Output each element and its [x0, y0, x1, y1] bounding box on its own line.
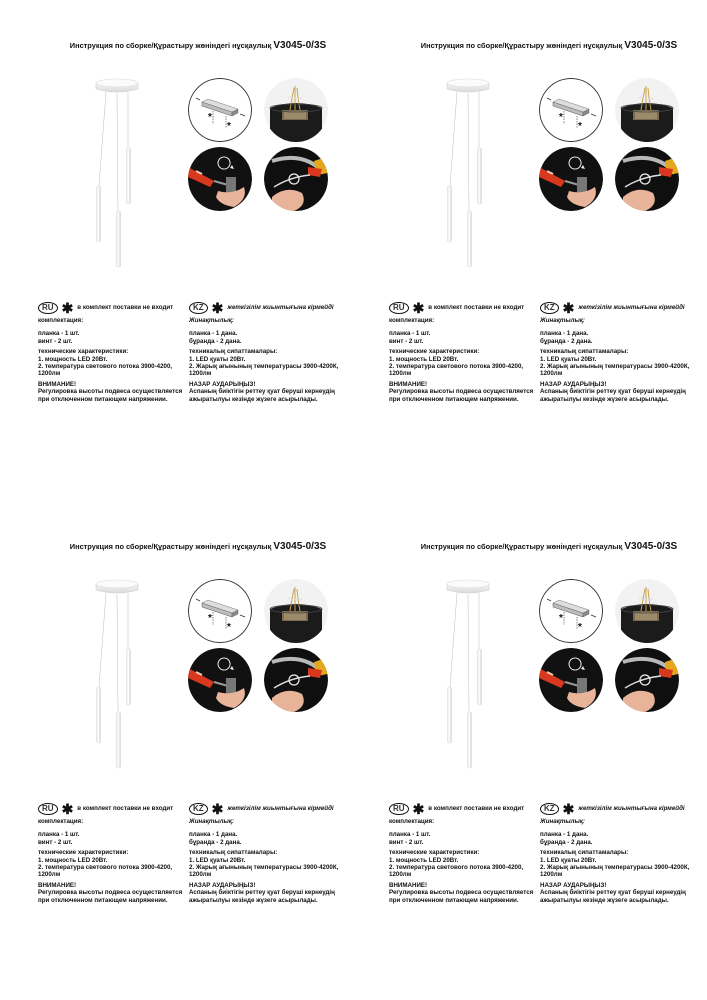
kit-line: бұранда - 2 дана.	[189, 838, 242, 846]
kit-heading: Жинақтылық:	[189, 818, 234, 825]
not-included-note: жеткізілім жиынтығына кірмейді	[227, 805, 334, 813]
specs-heading: техникалық сипаттамалары:	[189, 849, 278, 857]
spec-line: 1200лм	[540, 871, 563, 879]
spec-line: 1. мощность LED 20Вт.	[389, 856, 459, 864]
kit-line: планка - 1 шт.	[38, 330, 80, 338]
asterisk-icon: ✱	[412, 300, 425, 316]
spec-line: 2. Жарық ағынының температурасы 3900-4200К,	[540, 864, 690, 872]
kit-heading: Жинақтылық:	[189, 317, 234, 324]
warning-text: Аспаның биіктігін реттеу қуат беруші кернеудің ажыратылуы кезінде жүзеге асырылады.	[189, 388, 335, 403]
instructions-ru	[38, 803, 186, 904]
wiring-photo	[615, 579, 679, 643]
spec-line: 1. LED қуаты 20Вт.	[540, 856, 597, 864]
mounting-bar-diagram	[539, 78, 603, 142]
instruction-sheet	[38, 541, 358, 961]
title-text: Инструкция по сборке/Құрастыру жөніндегі нұсқаулық	[69, 542, 272, 551]
not-included-note: в комплект поставки не входит	[428, 805, 525, 813]
instructions-ru	[389, 803, 537, 904]
warning-heading: ВНИМАНИЕ!	[389, 380, 428, 388]
spec-line: 2. температура светового потока 3900-4200,	[389, 363, 524, 371]
spec-line: 1200лм	[389, 370, 412, 378]
not-included-note: в комплект поставки не входит	[428, 304, 525, 312]
warning-heading: НАЗАР АУДАРЫҢЫЗ!	[189, 881, 256, 889]
model-number: V3045-0/3S	[273, 541, 327, 552]
screwdriver-adjust-photo	[539, 648, 603, 712]
kit-line: планка - 1 дана.	[540, 831, 589, 839]
svg-text:*: *	[227, 622, 231, 633]
spec-line: 2. температура светового потока 3900-4200,	[38, 864, 173, 872]
asterisk-icon: ✱	[562, 300, 575, 316]
model-number: V3045-0/3S	[273, 40, 327, 51]
model-number: V3045-0/3S	[624, 40, 678, 51]
not-included-note: в комплект поставки не входит	[77, 805, 174, 813]
model-number: V3045-0/3S	[624, 541, 678, 552]
specs-heading: технические характеристики:	[389, 348, 480, 356]
kit-line: винт - 2 шт.	[389, 838, 424, 846]
wiring-photo	[264, 579, 328, 643]
spec-line: 1200лм	[38, 871, 61, 879]
lang-badge-ru: RU	[38, 302, 58, 314]
instructions-kz	[189, 803, 357, 904]
lang-badge-kz: KZ	[189, 803, 208, 815]
sheet-title	[389, 541, 707, 552]
kit-line: винт - 2 шт.	[38, 838, 73, 846]
instruction-sheet	[389, 40, 707, 460]
kit-line: бұранда - 2 дана.	[540, 838, 593, 846]
spec-line: 1200лм	[189, 871, 212, 879]
spec-line: 1200лм	[389, 871, 412, 879]
svg-text:*: *	[578, 622, 582, 633]
wiring-photo	[264, 78, 328, 142]
lang-badge-ru: RU	[389, 302, 409, 314]
kit-line: бұранда - 2 дана.	[540, 337, 593, 345]
spec-line: 1. мощность LED 20Вт.	[389, 355, 459, 363]
spec-line: 2. Жарық ағынының температурасы 3900-4200К,	[189, 864, 339, 872]
kit-heading: Жинақтылық:	[540, 818, 585, 825]
spec-line: 1. LED қуаты 20Вт.	[540, 355, 597, 363]
instruction-sheet	[389, 541, 707, 961]
svg-text:*: *	[227, 121, 231, 132]
svg-text:*: *	[559, 112, 563, 123]
warning-text: Регулировка высоты подвеса осуществляется при отключенном питающем напряжении.	[389, 889, 534, 904]
kit-heading: Жинақтылық:	[540, 317, 585, 324]
instructions-kz	[189, 302, 357, 403]
cable-clip-photo	[264, 147, 328, 211]
warning-text: Аспаның биіктігін реттеу қуат беруші кернеудің ажыратылуы кезінде жүзеге асырылады.	[189, 889, 335, 904]
pendant-lamp-illustration	[419, 574, 519, 774]
lang-badge-ru: RU	[38, 803, 58, 815]
asterisk-icon: ✱	[61, 300, 74, 316]
screwdriver-adjust-photo	[539, 147, 603, 211]
spec-line: 1. мощность LED 20Вт.	[38, 856, 108, 864]
lang-badge-ru: RU	[389, 803, 409, 815]
kit-heading: комплектация:	[38, 818, 84, 825]
lang-badge-kz: KZ	[540, 302, 559, 314]
not-included-note: в комплект поставки не входит	[77, 304, 174, 312]
warning-heading: НАЗАР АУДАРЫҢЫЗ!	[540, 881, 607, 889]
spec-line: 1. мощность LED 20Вт.	[38, 355, 108, 363]
spec-line: 1. LED қуаты 20Вт.	[189, 856, 246, 864]
wiring-photo	[615, 78, 679, 142]
warning-heading: ВНИМАНИЕ!	[38, 380, 77, 388]
lang-badge-kz: KZ	[540, 803, 559, 815]
specs-heading: техникалық сипаттамалары:	[540, 849, 629, 857]
warning-heading: ВНИМАНИЕ!	[389, 881, 428, 889]
sheet-title	[38, 40, 358, 51]
instruction-sheet	[38, 40, 358, 460]
kit-line: планка - 1 шт.	[389, 330, 431, 338]
spec-line: 1200лм	[38, 370, 61, 378]
spec-line: 2. температура светового потока 3900-4200,	[389, 864, 524, 872]
sheet-title	[38, 541, 358, 552]
svg-text:*: *	[208, 613, 212, 624]
kit-line: планка - 1 дана.	[189, 831, 238, 839]
pendant-lamp-illustration	[68, 574, 168, 774]
instructions-kz	[540, 302, 707, 403]
warning-heading: НАЗАР АУДАРЫҢЫЗ!	[540, 380, 607, 388]
warning-text: Аспаның биіктігін реттеу қуат беруші кернеудің ажыратылуы кезінде жүзеге асырылады.	[540, 388, 686, 403]
spec-line: 1200лм	[189, 370, 212, 378]
cable-clip-photo	[615, 648, 679, 712]
warning-text: Регулировка высоты подвеса осуществляется при отключенном питающем напряжении.	[38, 388, 183, 403]
spec-line: 1. LED қуаты 20Вт.	[189, 355, 246, 363]
svg-text:*: *	[559, 613, 563, 624]
asterisk-icon: ✱	[211, 801, 224, 817]
asterisk-icon: ✱	[412, 801, 425, 817]
kit-heading: комплектация:	[389, 317, 435, 324]
spec-line: 2. температура светового потока 3900-4200,	[38, 363, 173, 371]
specs-heading: технические характеристики:	[38, 348, 129, 356]
asterisk-icon: ✱	[562, 801, 575, 817]
specs-heading: технические характеристики:	[38, 849, 129, 857]
specs-heading: техникалық сипаттамалары:	[540, 348, 629, 356]
sheet-title	[389, 40, 707, 51]
spec-line: 2. Жарық ағынының температурасы 3900-4200К,	[540, 363, 690, 371]
warning-text: Аспаның биіктігін реттеу қуат беруші кернеудің ажыратылуы кезінде жүзеге асырылады.	[540, 889, 686, 904]
svg-text:*: *	[208, 112, 212, 123]
not-included-note: жеткізілім жиынтығына кірмейді	[578, 304, 685, 312]
title-text: Инструкция по сборке/Құрастыру жөніндегі нұсқаулық	[420, 41, 623, 50]
pendant-lamp-illustration	[68, 73, 168, 273]
cable-clip-photo	[615, 147, 679, 211]
spec-line: 2. Жарық ағынының температурасы 3900-4200К,	[189, 363, 339, 371]
kit-line: винт - 2 шт.	[389, 337, 424, 345]
svg-text:*: *	[578, 121, 582, 132]
warning-heading: НАЗАР АУДАРЫҢЫЗ!	[189, 380, 256, 388]
kit-line: планка - 1 дана.	[540, 330, 589, 338]
asterisk-icon: ✱	[211, 300, 224, 316]
pendant-lamp-illustration	[419, 73, 519, 273]
mounting-bar-diagram	[539, 579, 603, 643]
mounting-bar-diagram	[188, 78, 252, 142]
kit-heading: комплектация:	[38, 317, 84, 324]
instructions-ru	[38, 302, 186, 403]
screwdriver-adjust-photo	[188, 147, 252, 211]
screwdriver-adjust-photo	[188, 648, 252, 712]
kit-line: планка - 1 шт.	[38, 831, 80, 839]
spec-line: 1200лм	[540, 370, 563, 378]
kit-line: винт - 2 шт.	[38, 337, 73, 345]
asterisk-icon: ✱	[61, 801, 74, 817]
kit-line: планка - 1 шт.	[389, 831, 431, 839]
lang-badge-kz: KZ	[189, 302, 208, 314]
specs-heading: техникалық сипаттамалары:	[189, 348, 278, 356]
not-included-note: жеткізілім жиынтығына кірмейді	[578, 805, 685, 813]
mounting-bar-diagram	[188, 579, 252, 643]
warning-heading: ВНИМАНИЕ!	[38, 881, 77, 889]
kit-heading: комплектация:	[389, 818, 435, 825]
title-text: Инструкция по сборке/Құрастыру жөніндегі нұсқаулық	[69, 41, 272, 50]
specs-heading: технические характеристики:	[389, 849, 480, 857]
instructions-ru	[389, 302, 537, 403]
cable-clip-photo	[264, 648, 328, 712]
kit-line: бұранда - 2 дана.	[189, 337, 242, 345]
not-included-note: жеткізілім жиынтығына кірмейді	[227, 304, 334, 312]
kit-line: планка - 1 дана.	[189, 330, 238, 338]
instructions-kz	[540, 803, 707, 904]
title-text: Инструкция по сборке/Құрастыру жөніндегі нұсқаулық	[420, 542, 623, 551]
warning-text: Регулировка высоты подвеса осуществляется при отключенном питающем напряжении.	[389, 388, 534, 403]
warning-text: Регулировка высоты подвеса осуществляется при отключенном питающем напряжении.	[38, 889, 183, 904]
